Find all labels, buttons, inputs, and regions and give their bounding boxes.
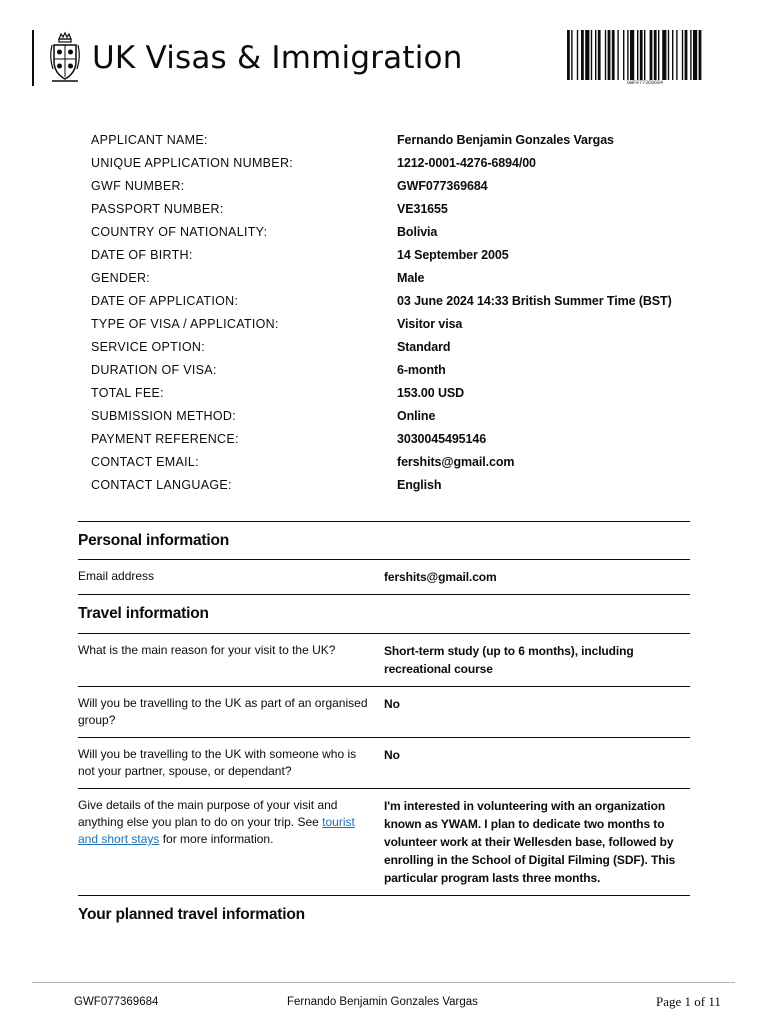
answer: fershits@gmail.com (384, 570, 497, 584)
header-divider (32, 30, 34, 86)
summary-value: Bolivia (397, 224, 438, 239)
qa-row (78, 738, 690, 788)
summary-value: Online (397, 408, 436, 423)
barcode-bar (617, 30, 618, 80)
barcode-caption: GWF077369684 (627, 80, 664, 86)
summary-label: CONTACT EMAIL: (91, 454, 199, 469)
question: Will you be travelling to the UK with someone who is not your partner, spouse, or dependant? (78, 747, 357, 778)
summary-value: Fernando Benjamin Gonzales Vargas (397, 132, 614, 147)
barcode (567, 30, 737, 90)
barcode-bar (668, 30, 669, 80)
brand-title: UK Visas & Immigration (92, 40, 463, 76)
summary-label: CONTACT LANGUAGE: (91, 477, 232, 492)
summary-label: DATE OF APPLICATION: (91, 293, 239, 308)
barcode-bar (637, 30, 638, 80)
summary-row (91, 312, 711, 335)
barcode-image (567, 30, 737, 80)
answer: No (384, 748, 400, 762)
barcode-bar (644, 30, 645, 80)
section-title-travel: Travel information (78, 605, 209, 622)
summary-value: 03 June 2024 14:33 British Summer Time (BST) (397, 293, 672, 308)
summary-label: SUBMISSION METHOD: (91, 408, 236, 423)
barcode-bar (598, 30, 601, 80)
question: Email address (78, 569, 155, 583)
barcode-bar (630, 30, 634, 80)
barcode-bar (658, 30, 659, 80)
barcode-bar (571, 30, 572, 80)
barcode-bar (612, 30, 615, 80)
summary-value: fershits@gmail.com (397, 454, 515, 469)
summary-row (91, 404, 711, 427)
summary-row (91, 243, 711, 266)
question-text: for more information. (159, 832, 274, 846)
summary-row (91, 289, 711, 312)
summary-value: 1212-0001-4276-6894/00 (397, 155, 536, 170)
summary-value: 6-month (397, 362, 446, 377)
summary-row (91, 427, 711, 450)
barcode-bar (608, 30, 611, 80)
section-title-planned: Your planned travel information (78, 906, 305, 923)
summary-label: SERVICE OPTION: (91, 339, 206, 354)
barcode-bar (672, 30, 673, 80)
summary-value: VE31655 (397, 201, 448, 216)
qa-row (78, 789, 690, 895)
summary-label: GENDER: (91, 270, 151, 285)
application-sections (78, 521, 690, 933)
personal-info-rows (78, 560, 690, 594)
barcode-bar (595, 30, 596, 80)
summary-value: Visitor visa (397, 316, 463, 331)
barcode-bar (682, 30, 683, 80)
section-title-personal: Personal information (78, 532, 230, 549)
answer: No (384, 697, 400, 711)
barcode-bar (690, 30, 691, 80)
summary-value: 14 September 2005 (397, 247, 509, 262)
barcode-bar (627, 30, 628, 80)
summary-label: TYPE OF VISA / APPLICATION: (91, 316, 279, 331)
barcode-bar (605, 30, 606, 80)
barcode-bar (693, 30, 697, 80)
summary-label: GWF NUMBER: (91, 178, 185, 193)
answer: Short-term study (up to 6 months), including recreational course (384, 644, 634, 676)
summary-row (91, 151, 711, 174)
summary-label: TOTAL FEE: (91, 385, 164, 400)
summary-row (91, 197, 711, 220)
question-text: Give details of the main purpose of your visit and anything else you plan to do on your trip. See (78, 798, 338, 829)
question: Will you be travelling to the UK as part of an organised group? (78, 696, 368, 727)
tourist-short-stays-link[interactable]: tourist and short stays (78, 815, 355, 846)
barcode-bar (577, 30, 578, 80)
summary-row (91, 473, 711, 496)
application-summary (91, 128, 711, 496)
royal-crest-icon (48, 31, 82, 85)
travel-info-rows (78, 634, 690, 789)
summary-value: English (397, 477, 442, 492)
summary-row (91, 358, 711, 381)
summary-label: APPLICANT NAME: (91, 132, 208, 147)
summary-value: Male (397, 270, 425, 285)
summary-row (91, 266, 711, 289)
qa-row (78, 634, 690, 686)
summary-row (91, 381, 711, 404)
summary-row (91, 128, 711, 151)
summary-value: GWF077369684 (397, 178, 488, 193)
footer-gwf-number: GWF077369684 (74, 996, 159, 1008)
barcode-bar (640, 30, 643, 80)
summary-row (91, 174, 711, 197)
footer-page-number: Page 1 of 11 (656, 994, 721, 1009)
summary-row (91, 450, 711, 473)
barcode-bar (623, 30, 624, 80)
summary-label: PASSPORT NUMBER: (91, 201, 224, 216)
summary-label: UNIQUE APPLICATION NUMBER: (91, 155, 294, 170)
summary-label: PAYMENT REFERENCE: (91, 431, 239, 446)
barcode-bar (676, 30, 677, 80)
summary-row (91, 335, 711, 358)
summary-label: COUNTRY OF NATIONALITY: (91, 224, 268, 239)
summary-label: DURATION OF VISA: (91, 362, 217, 377)
summary-label: DATE OF BIRTH: (91, 247, 193, 262)
question (78, 797, 384, 887)
barcode-bar (567, 30, 570, 80)
barcode-bar (585, 30, 589, 80)
barcode-bar (699, 30, 702, 80)
barcode-bar (654, 30, 657, 80)
barcode-bar (650, 30, 653, 80)
summary-value: Standard (397, 339, 451, 354)
qa-row (78, 687, 690, 737)
footer-divider (32, 982, 735, 983)
barcode-bar (581, 30, 584, 80)
qa-row (78, 560, 690, 594)
summary-value: 3030045495146 (397, 431, 487, 446)
summary-value: 153.00 USD (397, 385, 465, 400)
answer: I'm interested in volunteering with an organization known as YWAM. I plan to dedicate two months to volunteer work at their Wellesden base, followed by enrolling in the School of Digital Filming (SDF). This particular program lasts three months. (384, 799, 676, 885)
barcode-bar (662, 30, 666, 80)
summary-row (91, 220, 711, 243)
header (32, 30, 463, 86)
question: What is the main reason for your visit to the UK? (78, 643, 336, 657)
footer-applicant-name: Fernando Benjamin Gonzales Vargas (287, 996, 478, 1008)
barcode-bar (591, 30, 592, 80)
barcode-bar (685, 30, 688, 80)
